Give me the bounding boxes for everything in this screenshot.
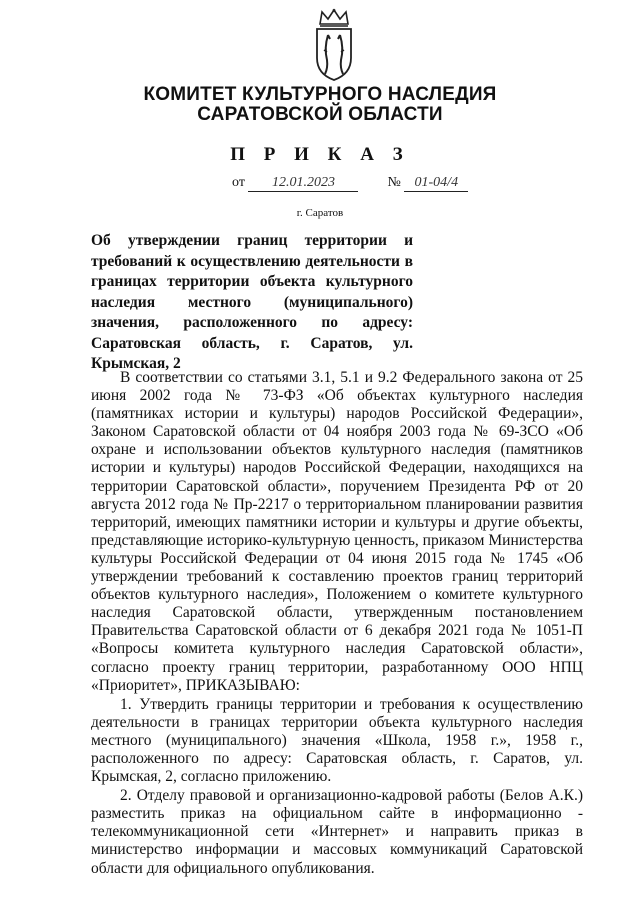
number-prefix: № [387, 175, 401, 190]
preamble-paragraph: В соответствии со статьями 3.1, 5.1 и 9.2 Федерального закона от 25 июня 2002 года № 73-ФЗ «Об объектах культурного наследия (памятниках истории и культуры) народов Российской Федерации», Законом Саратовской области от 04 ноября 2003 года № 69-ЗСО «Об охране и использовании объектов культурного наследия (памятников истории и культуры) народов Российской Федерации, находящихся на территории Саратовской области», поручением Президента РФ от 20 августа 2012 года № Пр-2217 о территориальном планировании развития территорий, имеющих памятники истории и культуры и другие объекты, представляющие историко-культурную ценность, приказом Министерства культуры Российской Федерации от 04 июня 2015 года № 1745 «Об утверждении требований к составлению проектов границ территорий объектов культурного наследия», Положением о комитете культурного наследия Саратовской области, утвержденным постановлением Правительства Саратовской области от 6 декабря 2021 года № 1051-П «Вопросы комитета культурного наследия Саратовской области», согласно проекту границ территории, разработанному ООО НПЦ «Приоритет», ПРИКАЗЫВАЮ: [91, 369, 583, 694]
saratov-coat-of-arms-icon [312, 8, 356, 82]
order-body [91, 369, 583, 878]
document-title: П Р И К А З [230, 144, 410, 165]
order-item-2: 2. Отделу правовой и организационно-кадровой работы (Белов А.К.) разместить приказ на официальном сайте в информационно - телекоммуникационной сети «Интернет» и направить приказ в министерство информации и массовых коммуникаций Саратовской области для официального опубликования. [91, 787, 583, 877]
organization-name-line2: САРАТОВСКОЙ ОБЛАСТИ [197, 104, 443, 125]
date-value: 12.01.2023 [248, 175, 358, 192]
order-item-1: 1. Утвердить границы территории и требования к осуществлению деятельности в границах территории объекта культурного наследия местного (муниципального) значения «Школа, 1958 г.», 1958 г., расположенного по адресу: Саратовская область, г. Саратов, ул. Крымская, 2, согласно приложению. [91, 695, 583, 786]
date-prefix: от [232, 175, 245, 190]
number-value: 01-04/4 [404, 175, 468, 192]
date-number-line [232, 175, 468, 192]
organization-name-line1: КОМИТЕТ КУЛЬТУРНОГО НАСЛЕДИЯ [143, 84, 497, 105]
order-subject: Об утверждении границ территории и требований к осуществлению деятельности в границах территории объекта культурного наследия местного (муниципального) значения, расположенного по адресу: Саратовская область, г. Саратов, ул. Крымская, 2 [91, 232, 413, 372]
city-label: г. Саратов [296, 207, 344, 219]
